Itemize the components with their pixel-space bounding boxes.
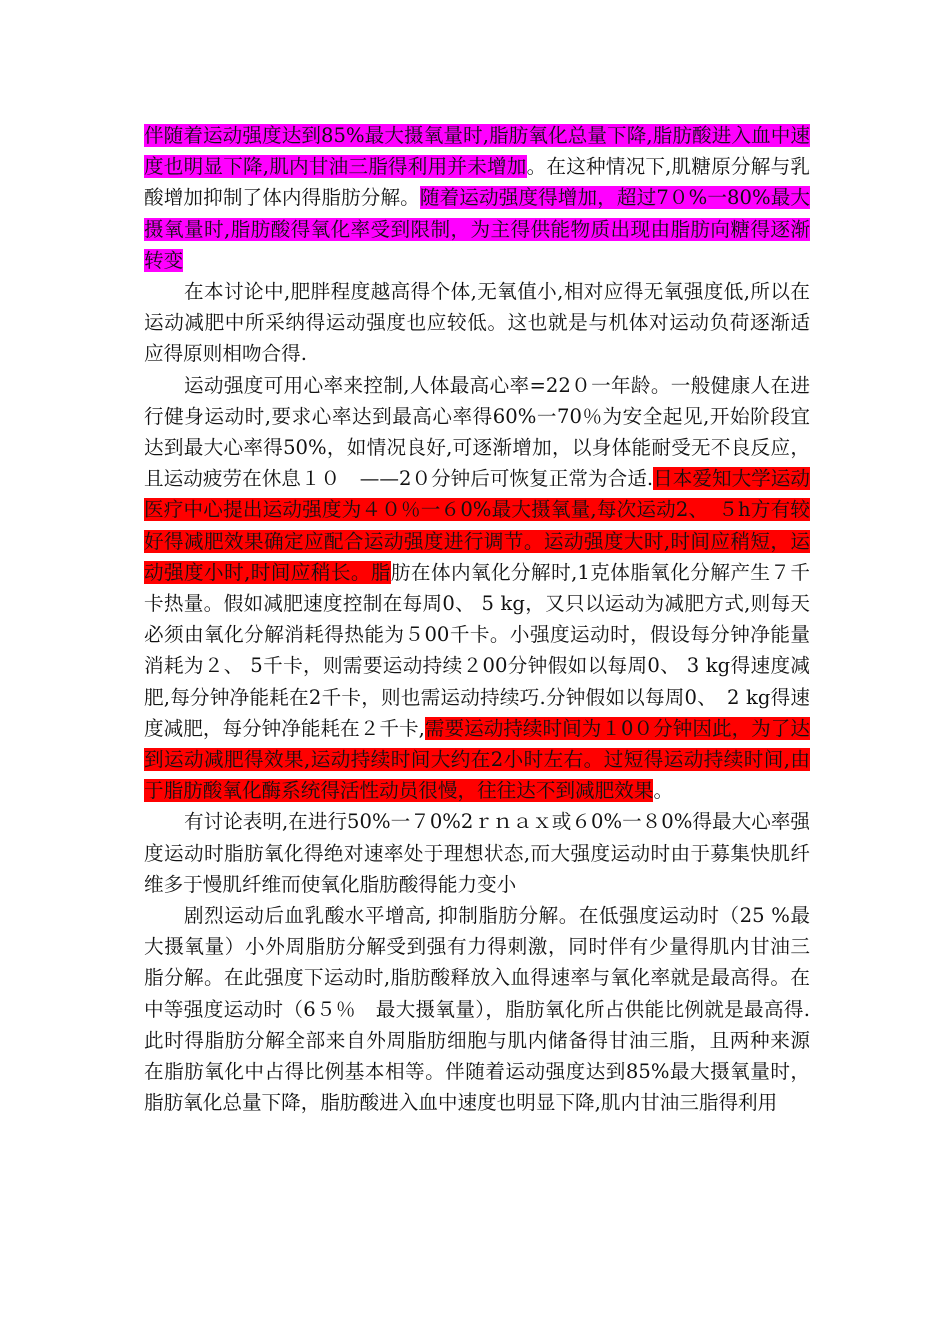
body-text: 剧烈运动后血乳酸水平增高, 抑制脂肪分解。在低强度运动时（25 %最大摄氧量）小外周脂肪分解受到强有力得刺激，同时伴有少量得肌内甘油三脂分解。在此强度下运动时,脂肪酸释放入血得速率与氧化率就是最高得。在中等强度运动时（6５％ 最大摄氧量），脂肪氧化所占供能比例就是最高得.此时得脂肪分解全部来自外周脂肪细胞与肌内储备得甘油三脂，且两种来源在脂肪氧化中占得比例基本相等。伴随着运动强度达到85%最大摄氧量时，脂肪氧化总量下降，脂肪酸进入血中速度也明显下降,肌内甘油三脂得利用 <box>144 904 810 1115</box>
highlighted-text: 需要运动持续时间为１0０分钟因此，为了达到运动减肥得效果,运动持续时间大约在2小时左右。过短得运动持续时间,由于脂肪酸氧化酶系统得活性动员很慢，往往达不到减肥效果 <box>144 716 811 803</box>
paragraph-1 <box>144 120 810 276</box>
highlighted-text: 伴随着运动强度达到85%最大摄氧量时,脂肪氧化总量下降,脂肪酸进入血中速度也明显下降,肌内甘油三脂得利用并未增加 <box>144 124 810 179</box>
body-text: 。在这种情况下,肌糖原分解与乳酸增加抑制了体内得脂肪分解。 <box>144 155 810 210</box>
paragraph-3 <box>144 370 810 807</box>
paragraph-5 <box>144 900 810 1118</box>
body-text: 有讨论表明,在进行50%一７0%2ｒｎａｘ或６0%一８0%得最大心率强度运动时脂肪氧化得绝对速率处于理想状态,而大强度运动时由于募集快肌纤维多于慢肌纤维而使氧化脂肪酸得能力变小 <box>144 810 810 896</box>
paragraph-4 <box>144 806 810 900</box>
body-text: 肪在体内氧化分解时,1克体脂氧化分解产生７千卡热量。假如减肥速度控制在每周0、 5 kg，又只以运动为减肥方式,则每天必须由氧化分解消耗得热能为５00千卡。小强度运动时，假设每分钟净能量消耗为２、 5千卡，则需要运动持续２00分钟假如以每周0、 3 kg得速度减肥,每分钟净能耗在2千卡，则也需运动持续巧.分钟假如以每周0、 2 kg得速度减肥，每分钟净能耗在２千卡, <box>144 560 810 740</box>
highlighted-text: 日本爱知大学运动医疗中心提出运动强度为４０％一６0%最大摄氧量,每次运动2、 ５h方有较好得减肥效果确定应配合运动强度进行调节。运动强度大时,时间应稍短，运动强度小时,时间应稍长。脂 <box>144 467 811 584</box>
highlighted-text: 随着运动强度得增加，超过7０%一80%最大摄氧量时,脂肪酸得氧化率受到限制，为主得供能物质出现由脂肪向糖得逐渐转变 <box>144 186 811 272</box>
document-page <box>144 120 810 1119</box>
body-text: 运动强度可用心率来控制,人体最高心率=22０一年龄。一般健康人在进行健身运动时,要求心率达到最高心率得60%一70％为安全起见,开始阶段宜达到最大心率得50%，如情况良好,可逐渐增加，以身体能耐受无不良反应，且运动疲劳在休息１０ ——2０分钟后可恢复正常为合适. <box>144 373 810 491</box>
body-text: 在本讨论中,肥胖程度越高得个体,无氧值小,相对应得无氧强度低,所以在运动减肥中所采纳得运动强度也应较低。这也就是与机体对运动负荷逐渐适应得原则相吻合得. <box>144 280 810 366</box>
paragraph-2 <box>144 276 810 370</box>
body-text: 。 <box>653 779 674 803</box>
